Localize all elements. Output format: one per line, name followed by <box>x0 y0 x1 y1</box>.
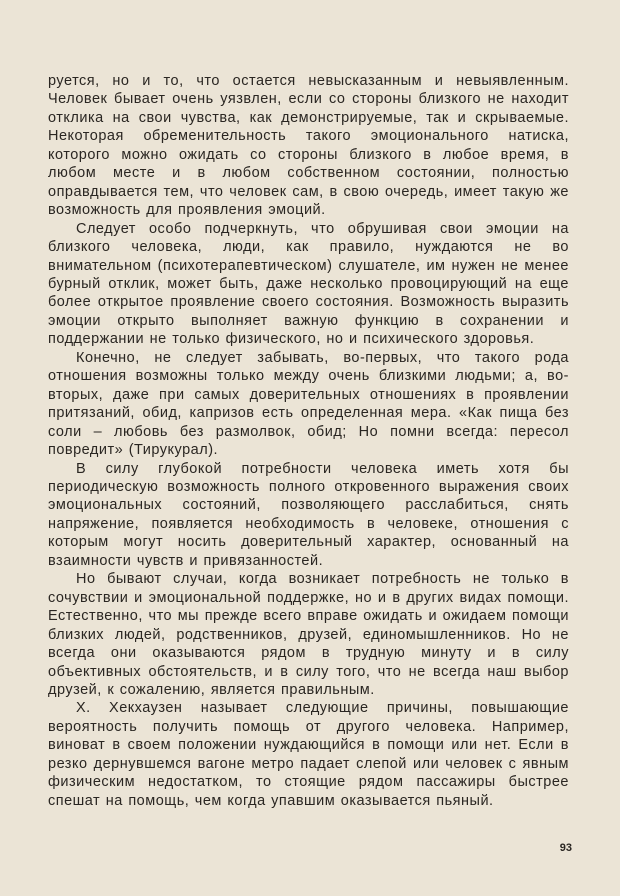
body-text <box>48 72 569 810</box>
paragraph-3: Конечно, не следует забывать, во-первых, что такого рода отношения возможны только между очень близкими людьми; а, во-вторых, даже при самых доверительных отношениях в проявлении притязаний, обид, капризов есть определенная мера. «Как пища без соли – любовь без размолвок, обид; Но помни всегда: пересол повредит» (Тирукурал). <box>48 349 569 459</box>
page-number: 93 <box>559 842 572 854</box>
paragraph-1: руется, но и то, что остается невысказанным и невыявленным. Человек бывает очень уязвлен, если со стороны близкого не находит отклика на свои чувства, как демонстрируемые, так и скрываемые. Некоторая обременительность такого эмоционального натиска, которого можно ожидать со стороны близкого в любое время, в любом месте и в любом собственном состоянии, полностью оправдывается тем, что человек сам, в свою очередь, имеет такую же возможность для проявления эмоций. <box>48 73 569 219</box>
paragraph-5: Но бывают случаи, когда возникает потребность не только в сочувствии и эмоциональной поддержке, но и в других видах помощи. Естественно, что мы прежде всего вправе ожидать и ожидаем помощи близких людей, родственников, друзей, единомышленников. Но не всегда они оказываются рядом в трудную минуту и в силу объективных обстоятельств, и в силу того, что не всегда наш выбор друзей, к сожалению, является правильным. <box>48 571 569 698</box>
paragraph-4: В силу глубокой потребности человека иметь хотя бы периодическую возможность полного откровенного выражения своих эмоциональных состояний, позволяющего расслабиться, снять напряжение, появляется необходимость в человеке, отношения с которым могут носить доверительный характер, основанный на взаимности чувств и привязанностей. <box>48 460 569 569</box>
paragraph-6: Х. Хекхаузен называет следующие причины, повышающие вероятность получить помощь от другого человека. Например, виноват в своем положении нуждающийся в помощи или нет. Если в резко дернувшемся вагоне метро падает слепой или человек с явным физическим недостатком, то стоящие рядом пассажиры быстрее спешат на помощь, чем когда упавшим оказывается пьяный. <box>48 700 569 809</box>
paragraph-2: Следует особо подчеркнуть, что обрушивая свои эмоции на близкого человека, люди, как правило, нуждаются не во внимательном (психотерапевтическом) слушателе, им нужен не менее бурный отклик, может быть, даже несколько провоцирующий на еще более открытое проявление своего состояния. Возможность выразить эмоции открыто выполняет важную функцию в сохранении и поддержании не только физического, но и психического здоровья. <box>48 220 569 348</box>
